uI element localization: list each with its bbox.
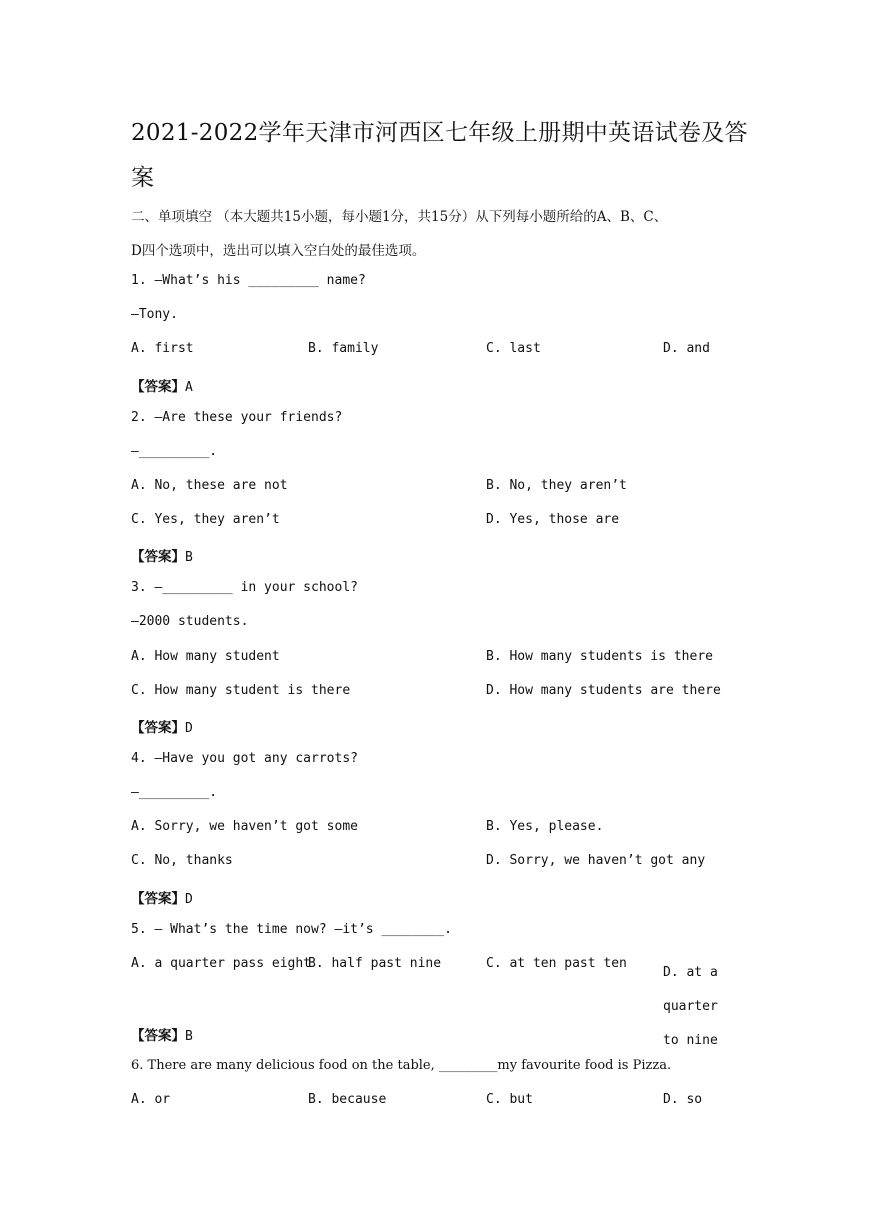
question-6-option-b: B. because [308, 1092, 387, 1107]
question-4-stem: 4. —Have you got any carrots? [131, 751, 358, 766]
question-5-option-c: C. at ten past ten [486, 956, 627, 971]
answer-value: B [185, 550, 193, 565]
question-2-stem: 2. —Are these your friends? [131, 410, 343, 425]
question-3-answer [131, 716, 193, 736]
question-4-option-c: C. No, thanks [131, 853, 233, 868]
question-5-option-d: D. at a quarter to nine [663, 965, 718, 1048]
question-1-option-a: A. first [131, 341, 194, 356]
question-3-option-b: B. How many students is there [486, 649, 713, 664]
question-3-reply: —2000 students. [131, 614, 249, 629]
question-4-option-d: D. Sorry, we haven’t got any [486, 853, 706, 868]
question-4-option-a: A. Sorry, we haven’t got some [131, 819, 358, 834]
question-2-option-d: D. Yes, those are [486, 512, 620, 527]
question-3-option-d: D. How many students are there [486, 683, 721, 698]
answer-label: 【答案】 [131, 549, 185, 565]
question-4-reply: —_________. [131, 785, 218, 800]
question-2-answer [131, 545, 193, 565]
answer-label: 【答案】 [131, 720, 185, 736]
answer-label: 【答案】 [131, 1028, 185, 1044]
question-5-option-a: A. a quarter pass eight [131, 956, 312, 971]
answer-value: D [185, 721, 193, 736]
question-1-answer [131, 375, 193, 395]
answer-value: A [185, 380, 193, 395]
question-4-option-b: B. Yes, please. [486, 819, 604, 834]
answer-label: 【答案】 [131, 379, 185, 395]
page-title: 2021-2022学年天津市河西区七年级上册期中英语试卷及答案 [131, 120, 748, 191]
question-4-answer [131, 887, 193, 907]
answer-label: 【答案】 [131, 891, 185, 907]
section-intro-line-2: D四个选项中，选出可以填入空白处的最佳选项。 [131, 243, 426, 259]
question-5-option-b: B. half past nine [308, 956, 442, 971]
question-1-option-b: B. family [308, 341, 379, 356]
question-1-option-c: C. last [486, 341, 541, 356]
question-6-option-a: A. or [131, 1092, 171, 1107]
question-3-option-c: C. How many student is there [131, 683, 351, 698]
question-2-reply: —_________. [131, 444, 218, 459]
question-5-stem: 5. — What’s the time now? —it’s ________. [131, 922, 452, 937]
question-1-option-d: D. and [663, 341, 710, 356]
question-6-stem: 6. There are many delicious food on the table, _________my favourite food is Pizza. [131, 1058, 672, 1073]
question-6-option-c: C. but [486, 1092, 533, 1107]
question-2-option-c: C. Yes, they aren’t [131, 512, 280, 527]
answer-value: B [185, 1029, 193, 1044]
question-5-answer [131, 1024, 193, 1044]
question-3-option-a: A. How many student [131, 649, 280, 664]
question-6-option-d: D. so [663, 1092, 703, 1107]
section-intro-line-1: 二、单项填空 （本大题共15小题，每小题1分，共15分）从下列每小题所给的A、B、C、 [131, 209, 668, 225]
question-1-stem: 1. —What’s his _________ name? [131, 273, 366, 288]
question-3-stem: 3. —_________ in your school? [131, 580, 358, 595]
question-2-option-a: A. No, these are not [131, 478, 288, 493]
answer-value: D [185, 892, 193, 907]
question-2-option-b: B. No, they aren’t [486, 478, 627, 493]
question-1-reply: —Tony. [131, 307, 178, 322]
